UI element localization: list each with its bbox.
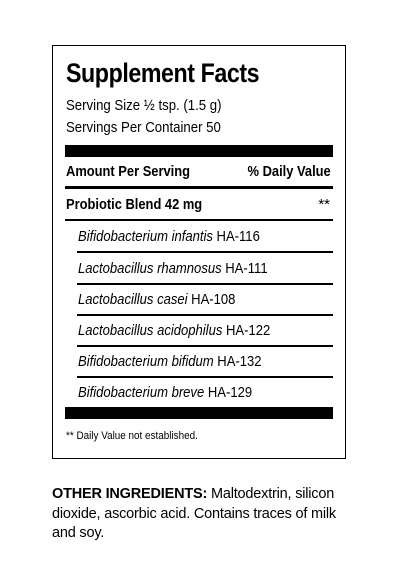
strain-species: Bifidobacterium breve: [78, 384, 205, 401]
strain-code: HA-116: [216, 228, 260, 245]
strain-code: HA-108: [191, 291, 236, 308]
row-rule: [77, 314, 333, 316]
strain-row: [78, 353, 262, 370]
row-rule: [77, 376, 333, 378]
row-rule: [65, 219, 333, 221]
amount-per-serving-header: Amount Per Serving: [66, 163, 191, 180]
supplement-facts-panel: [52, 45, 346, 459]
blend-name: Probiotic Blend 42 mg: [66, 196, 203, 213]
strain-species: Lactobacillus rhamnosus: [78, 260, 222, 277]
strain-row: [78, 228, 260, 245]
strain-code: HA-129: [207, 384, 253, 401]
servings-per-container: Servings Per Container 50: [66, 119, 221, 136]
strain-code: HA-122: [225, 322, 271, 339]
strain-row: [78, 260, 268, 277]
strain-code: HA-111: [225, 260, 268, 277]
strain-species: Lactobacillus casei: [78, 291, 188, 308]
daily-value-header: % Daily Value: [247, 163, 331, 180]
top-thick-bar: [65, 145, 333, 157]
blend-daily-value: **: [318, 196, 330, 213]
strain-species: Bifidobacterium bifidum: [78, 353, 214, 370]
other-ingredients-text: Maltodextrin, silicon dioxide, ascorbic acid. Contains traces of milk and soy.: [52, 486, 336, 541]
strain-code: HA-132: [217, 353, 262, 370]
row-rule: [77, 251, 333, 253]
row-rule: [77, 283, 333, 285]
other-ingredients: [52, 485, 352, 544]
panel-title: Supplement Facts: [66, 58, 260, 88]
row-rule: [77, 345, 333, 347]
strain-row: [78, 322, 270, 339]
serving-size: Serving Size ½ tsp. (1.5 g): [66, 97, 222, 114]
footnote: ** Daily Value not established.: [66, 430, 198, 442]
strain-species: Bifidobacterium infantis: [78, 228, 213, 245]
header-rule: [65, 186, 333, 189]
strain-row: [78, 384, 252, 401]
strain-row: [78, 291, 235, 308]
other-ingredients-label: OTHER INGREDIENTS:: [52, 486, 208, 502]
bottom-thick-bar: [65, 407, 333, 419]
strain-species: Lactobacillus acidophilus: [78, 322, 223, 339]
